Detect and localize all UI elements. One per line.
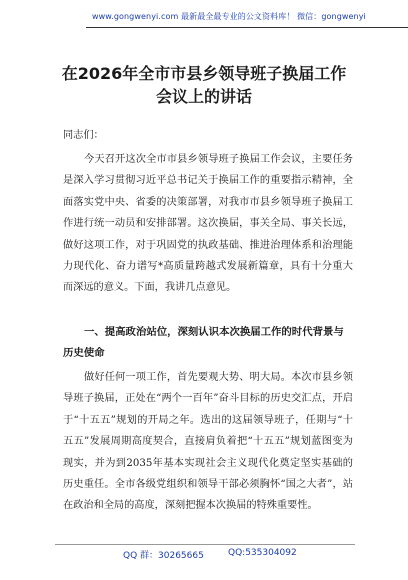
salutation: 同志们： [63,130,104,141]
footer-divider [55,544,355,545]
paragraph-intro: 今天召开这次全市市县乡领导班子换届工作会议，主要任务是深入学习贯彻习近平总书记关于换届工作的重要指示精神，全面落实党中央、省委的决策部署，对我市市县乡领导班子换届工作进行统一动员和安排部署。这次换届，事关全局、事关长远，做好这项工作，对于巩固党的执政基础、推进治理体系和治理能力现代化、奋力谱写*高质量跨越式发展新篇章，具有十分重大而深远的意义。下面，我讲几点意见。 [63,154,353,294]
header-divider [86,27,408,28]
footer-qq-group: QQ 群：30265665 [123,551,204,561]
document-title-line1: 在2026年全市市县乡领导班子换届工作 [61,64,347,83]
document-title-line2: 会议上的讲话 [155,87,252,106]
section-heading-1: 一、提高政治站位，深刻认识本次换届工作的时代背景与历史使命 [63,326,344,360]
paragraph-section1: 做好任何一项工作，首先要观大势、明大局。本次市县乡领导班子换届，正处在“两个一百年”奋斗目标的历史交汇点，开启于“十五五”规划的开局之年。选出的这届领导班子，任期与“十五五”发展周期高度契合，直接肩负着把“十五五”规划蓝图变为现实，并为到2035年基本实现社会主义现代化奠定坚实基础的历史重任。全市各级党组织和领导干部必须胸怀“国之大者”，站在政治和全局的高度，深刻把握本次换届的特殊重要性。 [63,372,353,512]
header-text: www.gongwenyi.com 最新最全最专业的公文资料库！ 微信：gongwenyi [92,12,366,21]
footer-qq: QQ:535304092 [228,548,297,558]
page-header [0,0,408,20]
